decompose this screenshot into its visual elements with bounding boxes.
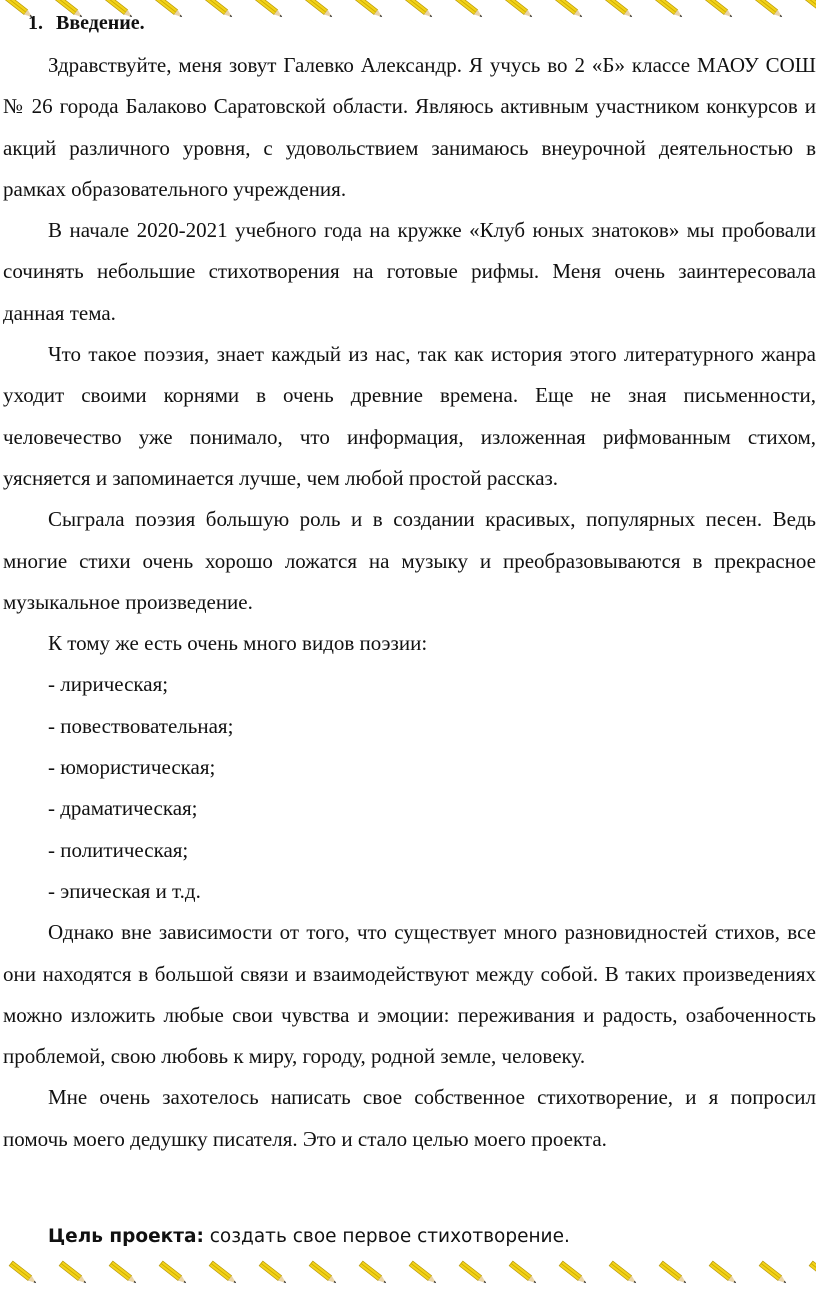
pencil-icon	[59, 1261, 88, 1285]
pencil-icon	[409, 1261, 438, 1285]
pencil-icon	[459, 1261, 488, 1285]
pencil-border-bottom	[0, 1258, 816, 1298]
pencil-icon	[605, 0, 634, 19]
paragraph-varieties: Однако вне зависимости от того, что существует много разновидностей стихов, все они находятся в большой связи и взаимодействуют между собой. В таких произведениях можно изложить любые свои чувства и эмоции: переживания и радость, озабоченность проблемой, свою любовь к миру, городу, родной земле, человеку.	[3, 920, 816, 1069]
list-item: - политическая;	[48, 837, 189, 862]
pencil-icon	[205, 0, 234, 19]
pencil-icon	[109, 1261, 138, 1285]
pencil-icon	[609, 1261, 638, 1285]
section-heading	[28, 10, 145, 36]
list-item: - драматическая;	[48, 796, 198, 821]
pencil-icon	[659, 1261, 688, 1285]
document-body	[3, 45, 816, 1160]
pencil-icon	[809, 1261, 816, 1285]
list-intro: К тому же есть очень много видов поэзии:	[48, 631, 428, 656]
pencil-icon	[455, 0, 484, 19]
paragraph-goal-origin: Мне очень захотелось написать свое собственное стихотворение, и я попросил помочь моего дедушку писателя. Это и стало целью моего проекта.	[3, 1085, 816, 1151]
pencil-icon	[559, 1261, 588, 1285]
pencil-icon	[305, 0, 334, 19]
list-item: - эпическая и т.д.	[48, 878, 201, 903]
pencil-icon	[209, 1261, 238, 1285]
pencil-border-bottom-svg	[0, 1258, 816, 1298]
pencil-icon	[359, 1261, 388, 1285]
project-goal	[48, 1222, 570, 1252]
pencil-icon	[155, 0, 184, 19]
pencil-icon	[9, 1261, 38, 1285]
project-goal-text: создать свое первое стихотворение.	[203, 1226, 570, 1247]
list-item: - лирическая;	[48, 672, 169, 697]
list-item: - юмористическая;	[48, 755, 216, 780]
paragraph-songs: Сыграла поэзия большую роль и в создании красивых, популярных песен. Ведь многие стихи очень хорошо ложатся на музыку и преобразовываются в прекрасное музыкальное произведение.	[3, 507, 816, 614]
pencil-icon	[759, 1261, 788, 1285]
section-number: 1.	[28, 12, 43, 34]
pencil-icon	[709, 1261, 738, 1285]
project-goal-label: Цель проекта:	[48, 1226, 204, 1247]
pencil-icon	[355, 0, 384, 19]
pencil-icon	[159, 1261, 188, 1285]
pencil-icon	[255, 0, 284, 19]
pencil-icon	[655, 0, 684, 19]
pencil-icon	[309, 1261, 338, 1285]
section-title: Введение.	[56, 12, 145, 34]
pencil-icon	[705, 0, 734, 19]
list-item: - повествовательная;	[48, 713, 234, 738]
pencil-icon	[755, 0, 784, 19]
paragraph-club: В начале 2020-2021 учебного года на кружке «Клуб юных знатоков» мы пробовали сочинять небольшие стихотворения на готовые рифмы. Меня очень заинтересовала данная тема.	[3, 218, 816, 325]
pencil-icon	[259, 1261, 288, 1285]
pencil-icon	[805, 0, 816, 19]
pencil-icon	[555, 0, 584, 19]
pencil-icon	[405, 0, 434, 19]
pencil-icon	[509, 1261, 538, 1285]
paragraph-intro: Здравствуйте, меня зовут Галевко Александр. Я учусь во 2 «Б» классе МАОУ СОШ № 26 города Балаково Саратовской области. Являюсь активным участником конкурсов и акций различного уровня, с удовольствием занимаюсь внеурочной деятельностью в рамках образовательного учреждения.	[3, 53, 816, 201]
pencil-icon	[505, 0, 534, 19]
paragraph-poetry-history: Что такое поэзия, знает каждый из нас, так как история этого литературного жанра уходит своими корнями в очень древние времена. Еще не зная письменности, человечество уже понимало, что информация, изложенная рифмованным стихом, уясняется и запоминается лучше, чем любой простой рассказ.	[3, 342, 816, 490]
